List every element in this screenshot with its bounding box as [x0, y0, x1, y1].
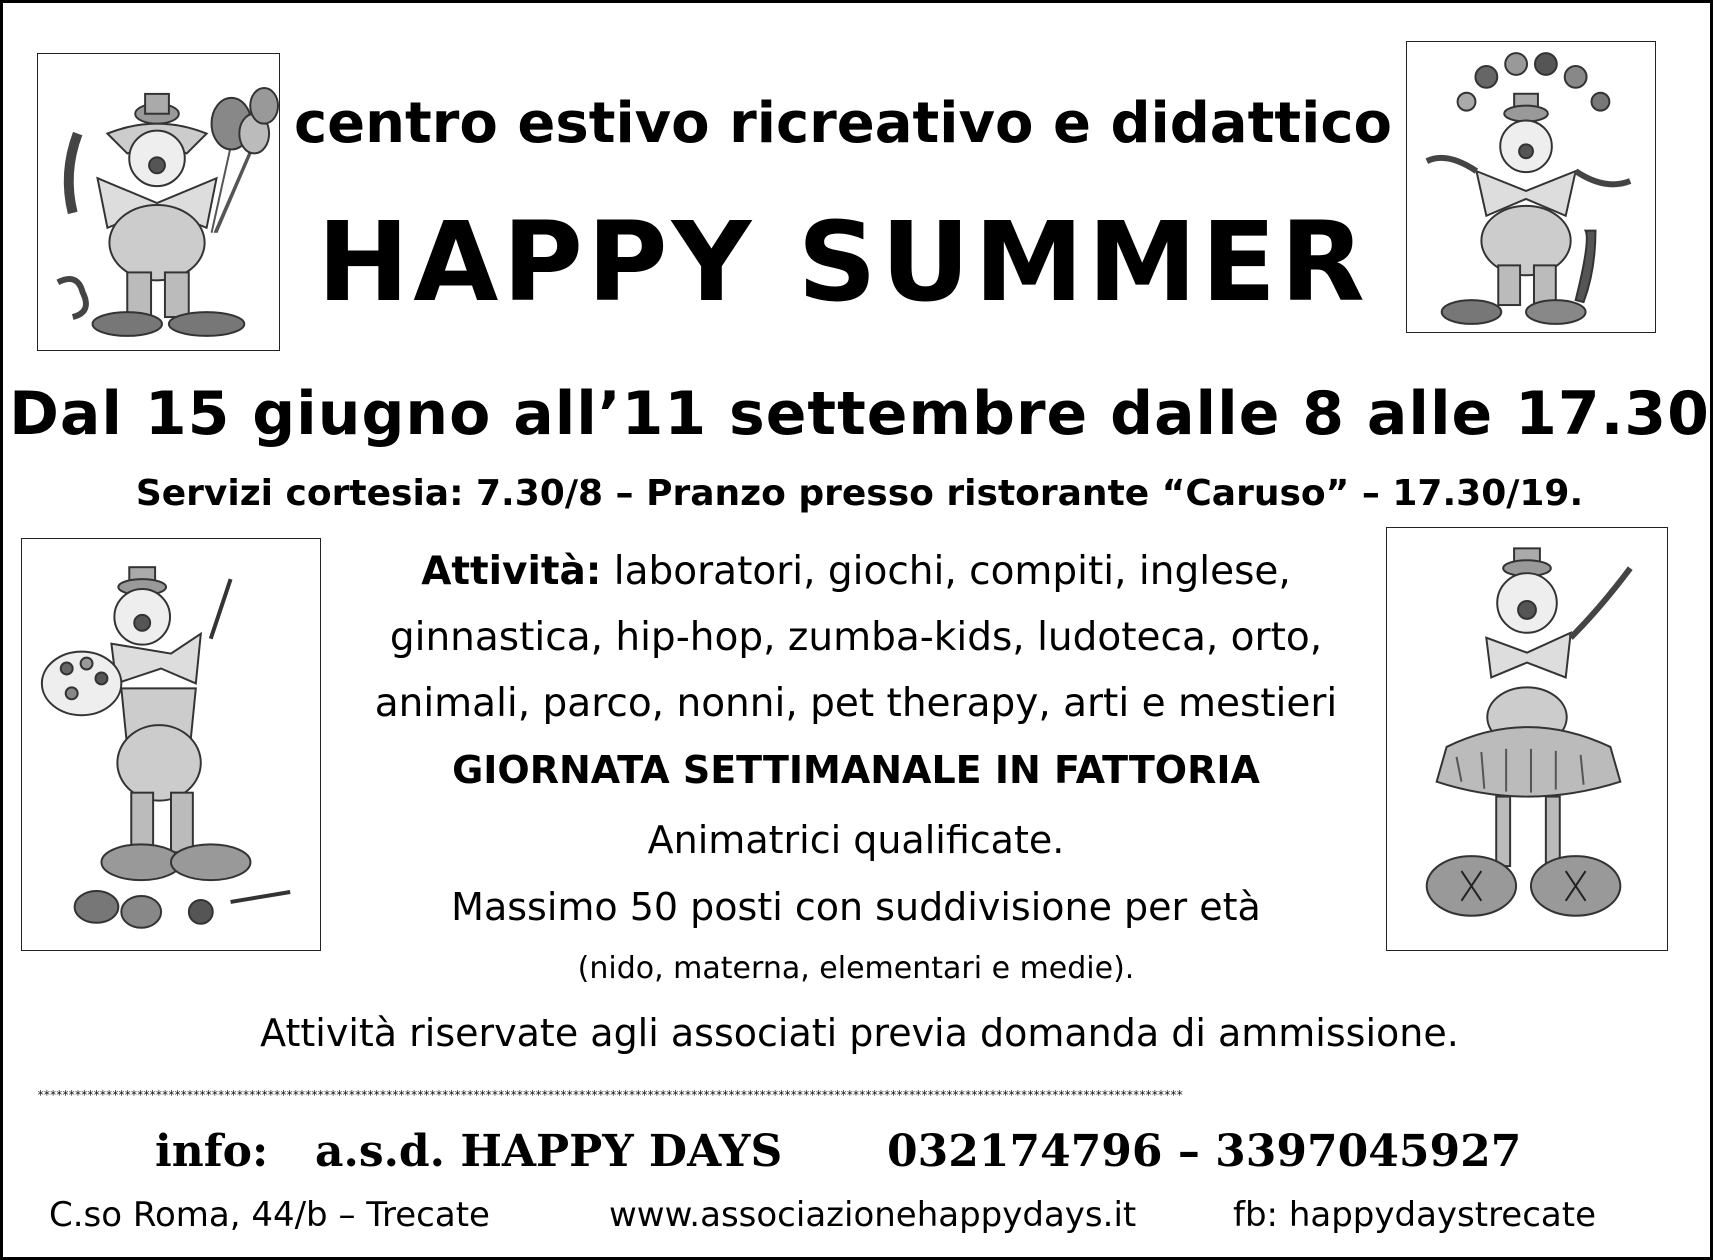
dates-line: Dal 15 giugno all’11 settembre dalle 8 alle 17.30	[9, 379, 1710, 449]
flyer-subtitle: centro estivo ricreativo e didattico	[293, 91, 1392, 156]
asterisk-divider: ****************************************************************************************************************************************************************************************	[37, 1089, 1183, 1101]
flyer-title: HAPPY SUMMER	[317, 198, 1369, 326]
association-name: a.s.d. HAPPY DAYS	[315, 1126, 783, 1177]
facebook-handle[interactable]: fb: happydaystrecate	[1233, 1195, 1596, 1235]
juggling-clown-illustration	[1406, 41, 1656, 333]
phone-numbers: 032174796 – 3397045927	[887, 1126, 1522, 1177]
juggling-clown-icon	[1407, 42, 1655, 332]
tutu-clown-illustration	[1386, 527, 1668, 951]
activities-line-1	[321, 549, 1391, 594]
website-link[interactable]: www.associazionehappydays.it	[609, 1195, 1137, 1235]
services-line: Servizi cortesia: 7.30/8 – Pranzo presso ristorante “Caruso” – 17.30/19.	[135, 473, 1584, 514]
address: C.so Roma, 44/b – Trecate	[49, 1195, 490, 1235]
painter-clown-icon	[22, 539, 320, 950]
places-line: Massimo 50 posti con suddivisione per età	[451, 885, 1261, 929]
clown-balloons-illustration	[37, 53, 280, 351]
activities-line-1-text: laboratori, giochi, compiti, inglese,	[601, 549, 1291, 594]
activities-line-2: ginnastica, hip-hop, zumba-kids, ludoteca, orto,	[389, 615, 1323, 660]
clown-with-balloons-icon	[38, 54, 279, 350]
activities-line-3: animali, parco, nonni, pet therapy, arti e mestieri	[374, 681, 1338, 726]
tutu-clown-icon	[1387, 528, 1667, 950]
info-label: info:	[155, 1126, 269, 1177]
farm-day-line: GIORNATA SETTIMANALE IN FATTORIA	[452, 748, 1260, 792]
painter-clown-illustration	[21, 538, 321, 951]
reserved-line: Attività riservate agli associati previa domanda di ammissione.	[260, 1011, 1459, 1055]
activities-label: Attività:	[421, 549, 602, 594]
staff-line: Animatrici qualificate.	[647, 818, 1065, 862]
groups-line: (nido, materna, elementari e medie).	[577, 951, 1135, 986]
